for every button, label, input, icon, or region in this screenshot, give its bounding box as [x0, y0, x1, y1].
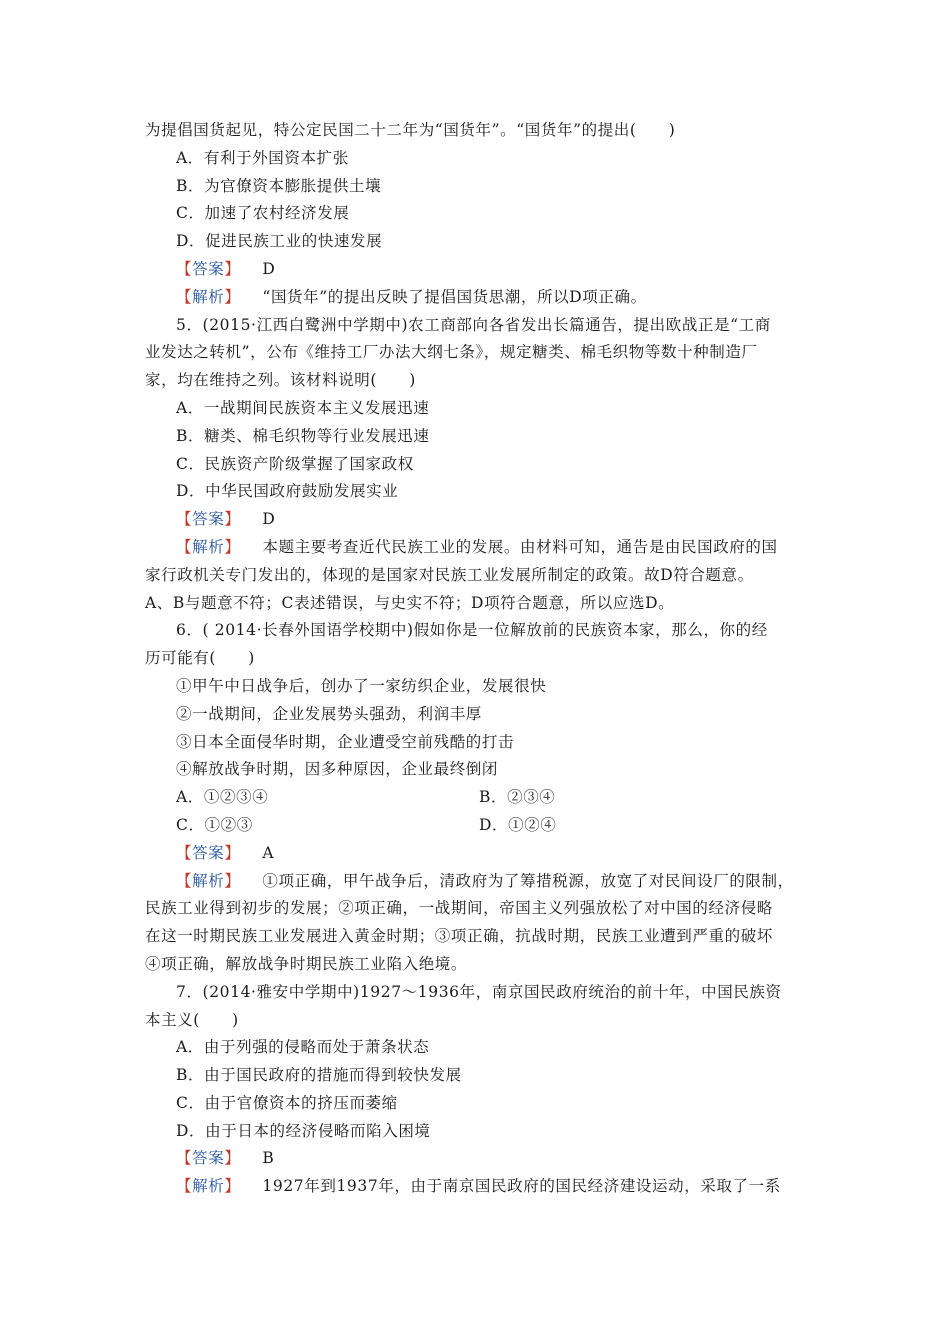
q4-option-b: B．为官僚资本膨胀提供土壤	[176, 176, 382, 195]
q6-option-b: B．②③④	[479, 788, 556, 807]
answer-tag: 答案	[192, 1149, 225, 1168]
q7-option-a: A．由于列强的侵略而处于萧条状态	[176, 1038, 430, 1057]
answer-bracket-close: 】	[224, 510, 241, 529]
answer-bracket-close: 】	[224, 1149, 241, 1168]
answer-bracket-open: 【	[176, 510, 193, 529]
q7-option-d: D．由于日本的经济侵略而陷入困境	[176, 1121, 431, 1140]
analysis-tag: 解析	[192, 871, 225, 890]
q4-option-d: D．促进民族工业的快速发展	[176, 232, 383, 251]
q6-item-4: ④解放战争时期，因多种原因，企业最终倒闭	[176, 760, 499, 779]
q7-stem-line-1: 7．(2014·雅安中学期中)1927～1936年，南京国民政府统治的前十年，中国民族资	[176, 982, 782, 1001]
q5-option-b: B．糖类、棉毛织物等行业发展迅速	[176, 426, 430, 445]
q6-options-row-1	[145, 784, 815, 812]
q6-answer-value: A	[262, 843, 275, 862]
q5-option-d: D．中华民国政府鼓励发展实业	[176, 482, 399, 501]
q6-options-row-2	[145, 812, 815, 840]
answer-bracket-open: 【	[176, 1149, 193, 1168]
q7-analysis-line-1	[145, 1173, 815, 1201]
q6-item-3: ③日本全面侵华时期，企业遭受空前残酷的打击	[176, 732, 515, 751]
q6-analysis-text: ①项正确，甲午战争后，清政府为了筹措税源，放宽了对民间设厂的限制，	[262, 871, 794, 890]
q6-stem-line-2: 历可能有( )	[145, 649, 255, 668]
q7-answer-line	[145, 1145, 815, 1173]
answer-bracket-close: 】	[224, 259, 241, 278]
q5-analysis-text: 本题主要考查近代民族工业的发展。由材料可知，通告是由民国政府的国	[262, 537, 778, 556]
q5-stem-line-2: 业发达之转机”，公布《维持工厂办法大纲七条》，规定糖类、棉毛织物等数十种制造厂	[145, 343, 758, 362]
q5-option-a: A．一战期间民族资本主义发展迅速	[176, 398, 430, 417]
q6-option-c: C．①②③	[176, 815, 253, 834]
q4-answer-value: D	[262, 259, 276, 278]
q6-analysis-line-4: ④项正确，解放战争时期民族工业陷入绝境。	[145, 954, 468, 973]
answer-tag: 答案	[192, 843, 225, 862]
q6-stem-line-1: 6．( 2014·长春外国语学校期中)假如你是一位解放前的民族资本家，那么，你的经	[176, 621, 768, 640]
q7-option-b: B．由于国民政府的措施而得到较快发展	[176, 1066, 462, 1085]
answer-tag: 答案	[192, 510, 225, 529]
analysis-bracket-open: 【	[176, 537, 193, 556]
q6-answer-line	[145, 840, 815, 868]
q4-option-a: A．有利于外国资本扩张	[176, 148, 349, 167]
q6-item-2: ②一战期间，企业发展势头强劲，利润丰厚	[176, 704, 482, 723]
q7-analysis-text: 1927年到1937年，由于南京国民政府的国民经济建设运动，采取了一系	[262, 1177, 781, 1196]
analysis-tag: 解析	[192, 537, 225, 556]
analysis-bracket-close: 】	[224, 871, 241, 890]
q6-analysis-line-2: 民族工业得到初步的发展；②项正确，一战期间，帝国主义列强放松了对中国的经济侵略	[145, 899, 773, 918]
q4-option-c: C．加速了农村经济发展	[176, 204, 350, 223]
answer-bracket-open: 【	[176, 843, 193, 862]
q6-analysis-line-3: 在这一时期民族工业发展进入黄金时期；③项正确，抗战时期，民族工业遭到严重的破坏	[145, 927, 773, 946]
answer-tag: 答案	[192, 259, 225, 278]
q6-option-d: D．①②④	[479, 815, 557, 834]
analysis-bracket-open: 【	[176, 1177, 193, 1196]
q6-option-a: A．①②③④	[176, 788, 269, 807]
q7-answer-value: B	[262, 1149, 275, 1168]
q5-option-c: C．民族资产阶级掌握了国家政权	[176, 454, 414, 473]
q6-analysis-line-1	[145, 868, 815, 896]
analysis-bracket-close: 】	[224, 287, 241, 306]
q5-analysis-line-1	[145, 534, 815, 562]
analysis-tag: 解析	[192, 1177, 225, 1196]
answer-bracket-open: 【	[176, 259, 193, 278]
analysis-bracket-open: 【	[176, 871, 193, 890]
q4-stem-tail: 为提倡国货起见，特公定民国二十二年为“国货年”。“国货年”的提出( )	[145, 121, 676, 139]
q5-stem-line-3: 家，均在维持之列。该材料说明( )	[145, 371, 416, 390]
q5-answer-value: D	[262, 510, 276, 529]
q7-stem-line-2: 本主义( )	[145, 1010, 239, 1029]
document-body	[145, 117, 815, 1201]
analysis-bracket-close: 】	[224, 537, 241, 556]
q5-analysis-line-2: 家行政机关专门发出的，体现的是国家对民族工业发展所制定的政策。故D符合题意。	[145, 565, 754, 584]
analysis-bracket-close: 】	[224, 1177, 241, 1196]
analysis-bracket-open: 【	[176, 287, 193, 306]
q6-item-1: ①甲午中日战争后，创办了一家纺织企业，发展很快	[176, 676, 547, 695]
q4-answer-line	[145, 256, 815, 284]
q5-stem-line-1: 5．(2015·江西白鹭洲中学期中)农工商部向各省发出长篇通告，提出欧战正是“工商	[176, 315, 771, 334]
q4-analysis-line	[145, 284, 815, 312]
answer-bracket-close: 】	[224, 843, 241, 862]
q5-answer-line	[145, 506, 815, 534]
q7-option-c: C．由于官僚资本的挤压而萎缩	[176, 1093, 398, 1112]
q5-analysis-line-3: A、B与题意不符；C表述错误，与史实不符；D项符合题意，所以应选D。	[145, 593, 675, 612]
q4-analysis-text: “国货年”的提出反映了提倡国货思潮，所以D项正确。	[262, 287, 647, 306]
analysis-tag: 解析	[192, 287, 225, 306]
